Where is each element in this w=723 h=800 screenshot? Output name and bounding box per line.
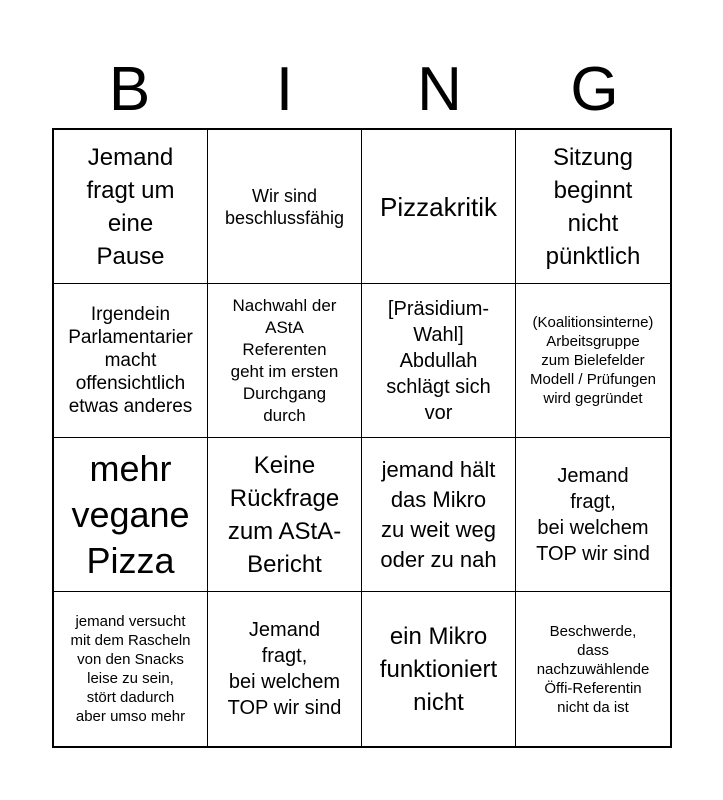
cell-text: Irgendein Parlamentarier macht offensichtlich etwas anderes bbox=[68, 304, 193, 417]
header-letter-n: N bbox=[417, 55, 462, 124]
bingo-cell[interactable] bbox=[208, 130, 362, 284]
cell-text: mehr vegane Pizza bbox=[71, 447, 190, 581]
cell-text: Nachwahl der AStA Referenten geht im ersten Durchgang durch bbox=[230, 295, 339, 425]
cell-text: Jemand fragt, bei welchem TOP wir sind bbox=[227, 619, 342, 719]
cell-text: Wir sind beschlussfähig bbox=[224, 185, 345, 228]
bingo-cell[interactable] bbox=[54, 438, 208, 592]
cell-text: Keine Rückfrage zum AStA- Bericht bbox=[227, 451, 342, 578]
bingo-board bbox=[52, 128, 672, 748]
header-letter-g: G bbox=[570, 55, 619, 124]
bingo-cell[interactable] bbox=[362, 284, 516, 438]
bingo-cell[interactable] bbox=[362, 592, 516, 746]
bingo-cell[interactable] bbox=[362, 438, 516, 592]
cell-text: ein Mikro funktioniert nicht bbox=[379, 622, 498, 716]
bingo-cell[interactable] bbox=[54, 284, 208, 438]
bingo-cell[interactable] bbox=[362, 130, 516, 284]
bingo-cell[interactable] bbox=[208, 284, 362, 438]
cell-text: (Koalitionsinterne) Arbeitsgruppe zum Bielefelder Modell / Prüfungen wird gegründet bbox=[530, 314, 656, 407]
bingo-cell[interactable] bbox=[54, 592, 208, 746]
bingo-cell[interactable] bbox=[516, 592, 670, 746]
cell-text: Sitzung beginnt nicht pünktlich bbox=[545, 143, 641, 270]
header-letter-b: B bbox=[108, 55, 151, 124]
header-letter-i: I bbox=[275, 55, 294, 124]
bingo-cell[interactable] bbox=[516, 130, 670, 284]
cell-text: Jemand fragt um eine Pause bbox=[86, 143, 175, 270]
cell-text: jemand hält das Mikro zu weit weg oder zu nah bbox=[380, 456, 497, 572]
cell-text: Beschwerde, dass nachzuwählende Öffi-Referentin nicht da ist bbox=[536, 622, 650, 716]
bingo-header bbox=[52, 52, 672, 128]
cell-text: [Präsidium- Wahl] Abdullah schlägt sich vor bbox=[386, 297, 491, 424]
cell-text: Pizzakritik bbox=[379, 191, 497, 222]
bingo-cell[interactable] bbox=[208, 438, 362, 592]
cell-text: Jemand fragt, bei welchem TOP wir sind bbox=[536, 464, 650, 565]
bingo-cell[interactable] bbox=[516, 284, 670, 438]
bingo-cell[interactable] bbox=[208, 592, 362, 746]
bingo-cell[interactable] bbox=[516, 438, 670, 592]
cell-text: jemand versucht mit dem Rascheln von den Snacks leise zu sein, stört dadurch aber umso mehr bbox=[70, 613, 191, 725]
bingo-cell[interactable] bbox=[54, 130, 208, 284]
